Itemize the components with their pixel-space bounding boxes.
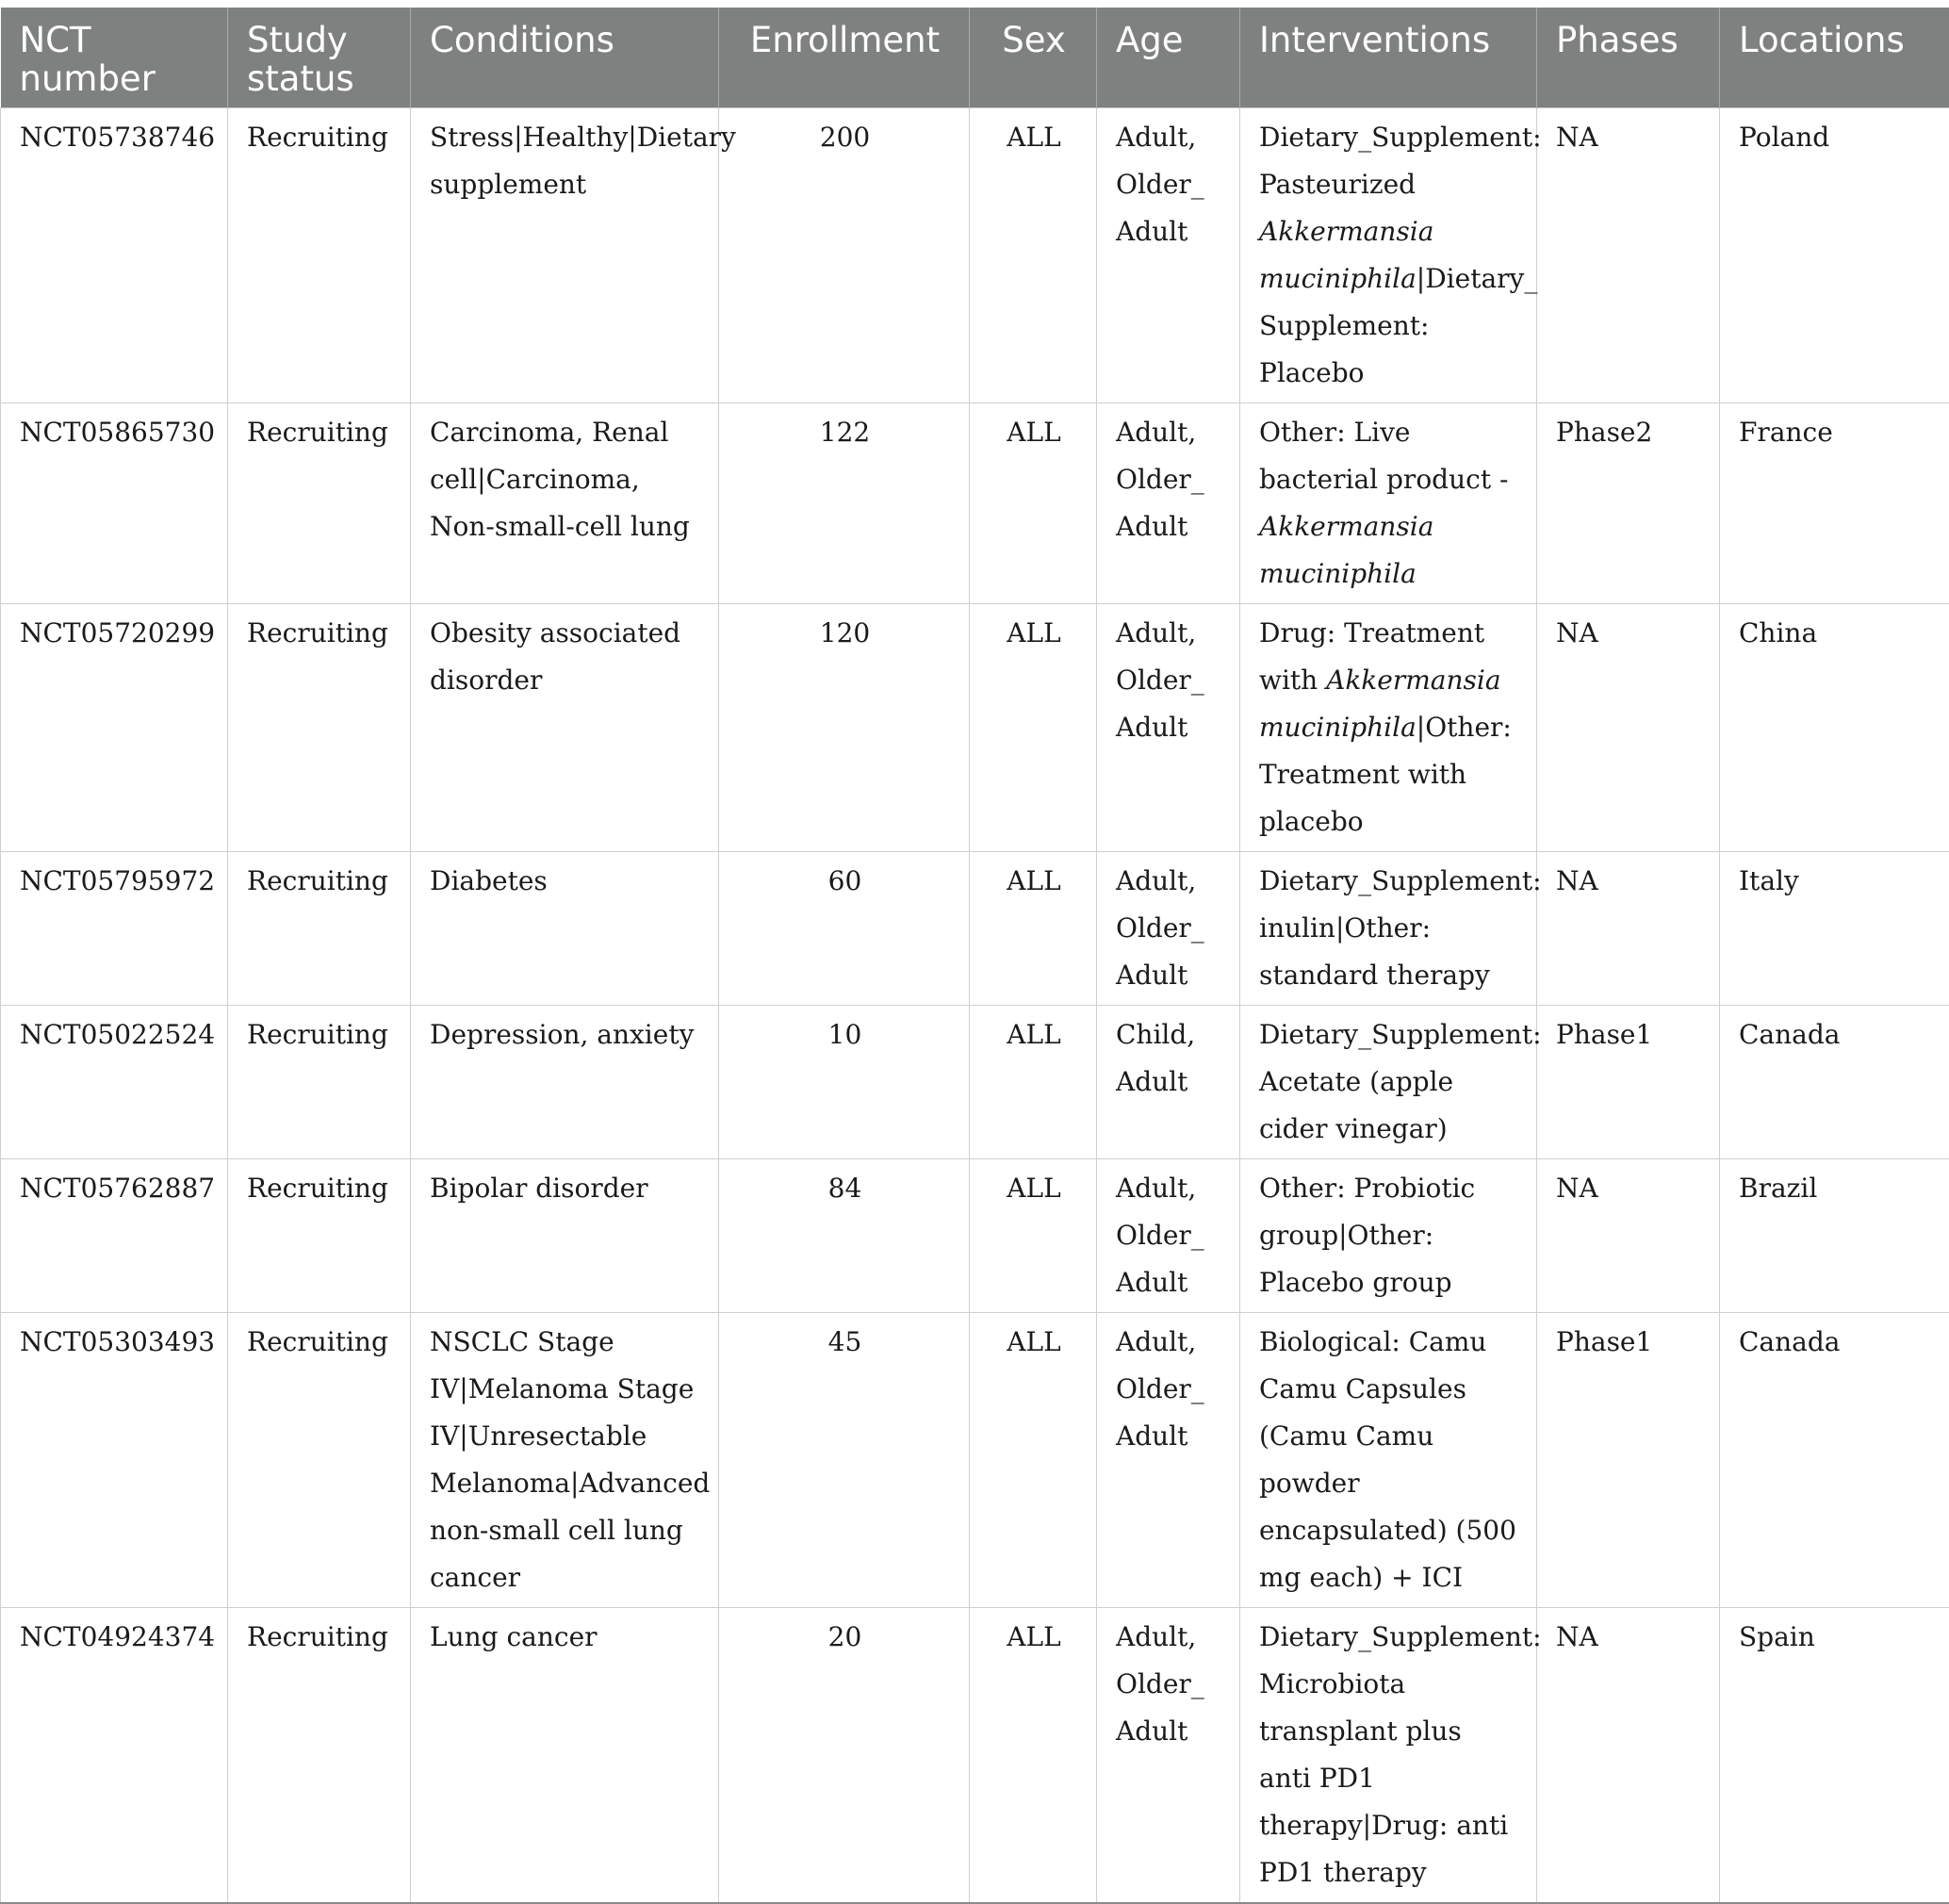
cell-nct-number: NCT05303493 [1,1313,228,1608]
cell-age: Adult, Older_ Adult [1097,1608,1240,1904]
cell-enrollment: 20 [719,1608,970,1904]
cell-age: Adult, Older_ Adult [1097,108,1240,403]
cell-study-status: Recruiting [228,604,411,852]
cell-nct-number: NCT05720299 [1,604,228,852]
cell-sex: ALL [970,604,1097,852]
intervention-organism: Akkermansia muciniphila [1259,216,1433,294]
cell-locations: France [1720,403,1949,604]
cell-sex: ALL [970,1313,1097,1608]
cell-sex: ALL [970,852,1097,1006]
cell-locations: China [1720,604,1949,852]
cell-age: Adult, Older_ Adult [1097,1313,1240,1608]
intervention-organism: Akkermansia muciniphila [1259,511,1433,589]
cell-conditions: Bipolar disorder [411,1159,719,1313]
cell-sex: ALL [970,403,1097,604]
header-age: Age [1097,8,1240,108]
table-row [1,604,1949,852]
cell-conditions: Depression, anxiety [411,1006,719,1159]
cell-conditions: Obesity associated disorder [411,604,719,852]
table-row [1,108,1949,403]
cell-interventions [1240,1313,1537,1608]
table-row [1,1006,1949,1159]
intervention-organism: Akkermansia muciniphila [1259,665,1501,743]
cell-phases: NA [1537,852,1720,1006]
clinical-trials-table [0,8,1949,1904]
cell-interventions [1240,403,1537,604]
cell-enrollment: 200 [719,108,970,403]
cell-conditions: NSCLC Stage IV|Melanoma Stage IV|Unresectable Melanoma|Advanced non-small cell lung cancer [411,1313,719,1608]
cell-study-status: Recruiting [228,403,411,604]
cell-age: Adult, Older_ Adult [1097,604,1240,852]
header-nct-number: NCT number [1,8,228,108]
table-row [1,403,1949,604]
cell-phases: NA [1537,604,1720,852]
cell-phases: Phase1 [1537,1313,1720,1608]
cell-locations: Italy [1720,852,1949,1006]
cell-interventions [1240,852,1537,1006]
cell-enrollment: 84 [719,1159,970,1313]
cell-interventions [1240,1159,1537,1313]
cell-nct-number: NCT05865730 [1,403,228,604]
cell-study-status: Recruiting [228,1608,411,1904]
table-body [1,108,1949,1904]
cell-enrollment: 45 [719,1313,970,1608]
cell-study-status: Recruiting [228,852,411,1006]
table-row [1,852,1949,1006]
cell-conditions: Lung cancer [411,1608,719,1904]
cell-phases: NA [1537,108,1720,403]
header-study-status: Study status [228,8,411,108]
cell-conditions: Diabetes [411,852,719,1006]
cell-age: Adult, Older_ Adult [1097,403,1240,604]
intervention-text: Other: Probiotic group|Other: Placebo group [1259,1173,1475,1298]
cell-locations: Canada [1720,1313,1949,1608]
cell-phases: NA [1537,1159,1720,1313]
cell-phases: Phase2 [1537,403,1720,604]
cell-enrollment: 10 [719,1006,970,1159]
cell-study-status: Recruiting [228,1006,411,1159]
header-interventions: Interventions [1240,8,1537,108]
table-row [1,1608,1949,1904]
cell-nct-number: NCT05762887 [1,1159,228,1313]
header-enrollment: Enrollment [719,8,970,108]
intervention-text: |Other: Treatment with placebo [1259,712,1512,837]
cell-phases: NA [1537,1608,1720,1904]
cell-enrollment: 60 [719,852,970,1006]
trials-table-container [0,8,1949,1904]
intervention-text: Biological: Camu Camu Capsules (Camu Camu powder encapsulated) (500 mg each) + ICI [1259,1326,1516,1593]
cell-study-status: Recruiting [228,1159,411,1313]
cell-age: Adult, Older_ Adult [1097,1159,1240,1313]
cell-study-status: Recruiting [228,108,411,403]
cell-sex: ALL [970,1006,1097,1159]
cell-nct-number: NCT05738746 [1,108,228,403]
cell-age: Adult, Older_ Adult [1097,852,1240,1006]
cell-locations: Canada [1720,1006,1949,1159]
intervention-text: Drug: Treatment with [1259,617,1484,696]
intervention-text: Other: Live bacterial product - [1259,417,1508,495]
cell-enrollment: 122 [719,403,970,604]
cell-conditions: Carcinoma, Renal cell|Carcinoma, Non-small-cell lung [411,403,719,604]
intervention-text: |Dietary_ Supplement: Placebo [1259,263,1537,388]
header-phases: Phases [1537,8,1720,108]
cell-study-status: Recruiting [228,1313,411,1608]
intervention-text: Dietary_Supplement: Pasteurized [1259,122,1542,200]
cell-nct-number: NCT05022524 [1,1006,228,1159]
table-row [1,1313,1949,1608]
cell-locations: Spain [1720,1608,1949,1904]
cell-enrollment: 120 [719,604,970,852]
cell-phases: Phase1 [1537,1006,1720,1159]
cell-interventions [1240,1608,1537,1904]
table-row [1,1159,1949,1313]
cell-nct-number: NCT04924374 [1,1608,228,1904]
intervention-text: Dietary_Supplement: Microbiota transplant plus anti PD1 therapy|Drug: anti PD1 therapy [1259,1621,1542,1888]
cell-interventions [1240,1006,1537,1159]
header-sex: Sex [970,8,1097,108]
intervention-text: Dietary_Supplement: inulin|Other: standard therapy [1259,865,1542,991]
header-conditions: Conditions [411,8,719,108]
cell-locations: Poland [1720,108,1949,403]
cell-sex: ALL [970,1159,1097,1313]
cell-interventions [1240,604,1537,852]
cell-sex: ALL [970,1608,1097,1904]
cell-interventions [1240,108,1537,403]
cell-age: Child, Adult [1097,1006,1240,1159]
cell-conditions: Stress|Healthy|Dietary supplement [411,108,719,403]
cell-sex: ALL [970,108,1097,403]
header-locations: Locations [1720,8,1949,108]
intervention-text: Dietary_Supplement: Acetate (apple cider vinegar) [1259,1019,1542,1144]
cell-nct-number: NCT05795972 [1,852,228,1006]
cell-locations: Brazil [1720,1159,1949,1313]
header-row [1,8,1949,108]
